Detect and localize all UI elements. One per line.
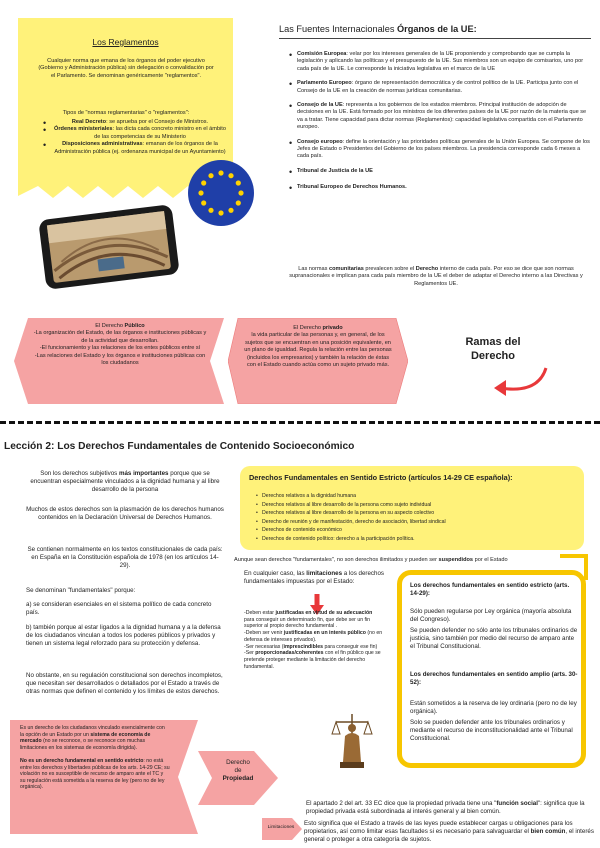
publico-title: El Derecho Público (95, 323, 145, 329)
reglamentos-types-list (42, 119, 229, 156)
ramas-label (438, 335, 548, 363)
organo-item: • Comisión Europea: velar por los intereses generales de la UE proponiendo y comprobando que se cumpla la legislación y aplicando las políticas y el presupuesto de la UE. Sus miembros son un equipo de comisarios, uno por cada país de la UE. Le corresponde la iniciativa legislativa en el marco de la UE (297, 51, 593, 73)
propiedad-label-line: Propiedad (222, 775, 254, 783)
suspension-note: Aunque sean derechos "fundamentales", no son derechos ilimitados y pueden ser suspendidos por el Estado (234, 557, 508, 563)
estricto-item: • Derechos de contenido económico (262, 527, 582, 534)
limitaciones-intro: En cualquier caso, las limitaciones a los derechos fundamentales impuestas por el Estado: (244, 570, 384, 586)
publico-line: -El funcionamiento y las relaciones de los entes públicos entre sí (39, 345, 201, 352)
propiedad-label-text (210, 759, 266, 784)
estricto-item: • Derechos relativos al libre desarrollo de la persona en su aspecto colectivo (262, 510, 582, 517)
type-item: • Disposiciones administrativas: emanan de los órganos de la Administración pública (ej. ordenanza municipal de un Ayuntamiento) (51, 141, 229, 156)
lesson-p6: b) también porque al estar ligados a la dignidad humana y a la defensa de los ciudadanos vinculan a todos los poderes públicos y privados y tienen un sistema legal reforzado para su protección y defensa. (26, 624, 221, 648)
section-divider (0, 421, 600, 424)
estricto-item: • Derechos relativos a la dignidad humana (262, 493, 582, 500)
fuentes-title: Las Fuentes Internacionales Órganos de la UE: (279, 24, 477, 34)
ramas-line: Derecho (470, 350, 516, 362)
propiedad-statement-2: Esto significa que el Estado a través de las leyes puede establecer cargas u obligaciones para los propietarios, así como limitar esas facultades si es necesario para salvaguardar el bien común, el interés general o proteger a otra categoría de sujetos. (304, 820, 594, 844)
sentido-p1: Sólo pueden regularse por Ley orgánica (mayoría absoluta del Congreso). (410, 608, 572, 624)
limitacion-item: -Ser necesarias (imprescindibles para conseguir ese fin) (244, 643, 378, 650)
propiedad-info-p2: No es un derecho fundamental en sentido estricto: no está entre los derechos y libertades públicas de los arts. 14-29 CE; su violación no es susceptible de recurso de amparo ante el TC y su regulación está sometida a la reserva de ley (pero no de ley orgánica). (20, 758, 170, 790)
derecho-publico-box (14, 318, 224, 404)
lesson-p2: Muchos de estos derechos son la plasmación de los derechos humanos contenidos en la Declaración Universal de Derechos Humanos. (26, 506, 224, 522)
publico-line: -La organización del Estado, de las órganos e instituciones públicas y de la actividad que desarrollan. (33, 330, 207, 344)
justice-statue-icon (330, 708, 374, 772)
parliament-phone-image (34, 198, 184, 296)
privado-title: El Derecho privado (293, 325, 343, 331)
derecho-propiedad-label (198, 745, 278, 811)
propiedad-label-line: de (234, 767, 242, 775)
estricto-item: • Derecho de reunión y de manifestación, derecho de asociación, libertad sindical (262, 519, 582, 526)
lesson-p4: Se denominan "fundamentales" porque: (26, 587, 136, 594)
propiedad-info-p1: Es un derecho de los ciudadanos vinculado esencialmente con la opción de un Estado por un sistema de economía de mercado (no se reconoce, o se reconoce con muchas limitaciones en los sistemas de economía dirigida). (20, 725, 165, 751)
ramas-line: Ramas del (465, 336, 521, 348)
privado-body: la vida particular de las personas y, en general, de los sujetos que se encuentran en una posición equivalente, en un plano de igualdad. Regula la relación entre las personas (incluidos los empresarios) y también la relación de éstas con el Estado cuando actúa como un sujeto privado más. (244, 332, 392, 369)
estricto-box (240, 466, 584, 550)
lesson-title: Lección 2: Los Derechos Fundamentales de Contenido Socioeconómico (4, 441, 355, 452)
publico-text (32, 323, 208, 367)
type-item: • Órdenes ministeriales: las dicta cada concreto ministro en el ámbito de las competencias de su Ministerio (51, 126, 229, 141)
publico-line: -Las relaciones del Estado y los órganos e instituciones públicas con los ciudadanos (34, 352, 206, 367)
propiedad-label-line: Derecho (226, 759, 250, 766)
lesson-p1: Son los derechos subjetivos más importantes porque que se encuentran especialmente vinculados a la dignidad humana y al libre desarrollo de la persona (30, 470, 220, 494)
reglamentos-intro: Cualquier norma que emana de los órganos del poder ejecutivo (Gobierno y Administración pública) sin delegación o convalidación por el Parlamento. Se denominan genéricamente "reglamentos". (38, 58, 214, 79)
sentido-h1: Los derechos fundamentales en sentido estricto (arts. 14-29): (410, 582, 570, 598)
estricto-title: Derechos Fundamentales en Sentido Estricto (artículos 14-29 CE española): (249, 473, 513, 482)
eu-flag-icon (186, 158, 256, 228)
organos-list (288, 51, 593, 194)
fuentes-closing: Las normas comunitarias prevalecen sobre el Derecho interno de cada país. Por eso se dice que son normas supranacionales e implican para cada país miembro de la UE el deber de adaptar el Derecho interno a las Directivas y Reglamentos UE. (289, 266, 583, 287)
fuentes-divider (279, 38, 591, 39)
type-item: • Real Decreto: se aprueba por el Consejo de Ministros. (51, 119, 229, 126)
limitaciones-tag (262, 818, 302, 840)
estricto-item: • Derechos de contenido político: derecho a la participación política. (262, 536, 582, 543)
estricto-item: • Derechos relativos al libre desarrollo de la persona como sujeto individual (262, 502, 582, 509)
corner-arrow-icon (556, 552, 590, 586)
lesson-p3: Se contienen normalmente en los textos constitucionales de cada país: en España en la Constitución española de 1978 (en los artículos 14-29). (27, 546, 223, 570)
privado-text (244, 325, 392, 369)
limitacion-item: -Deben ser venir justificadas en un interés público (no en defensa de intereses privados). (244, 630, 383, 643)
limitaciones-tag-label: Limitaciones (267, 825, 295, 830)
sentido-p2: Se pueden defender no sólo ante los tribunales ordinarios de justicia, sino también por medio del recurso de amparo ante el Tribunal Constitucional. (410, 627, 578, 651)
organo-item: • Tribunal de Justicia de la UE (297, 168, 593, 175)
organo-item: • Parlamento Europeo: órgano de representación democrática y de control político de la UE. Participa junto con el Consejo de la UE en la creación de normas jurídicas comunitarias. (297, 80, 593, 95)
lesson-p5: a) se consideran esenciales en el sistema político de cada concreto país. (26, 601, 212, 617)
estricto-list (254, 493, 582, 545)
limitacion-item: -Deben estar justificadas en virtud de su adecuación para conseguir un determinado fin, que debe ser un fin superior al propio derecho fundamental . (244, 610, 373, 630)
sentido-h2: Los derechos fundamentales en sentido amplio (arts. 30-52): (410, 671, 578, 687)
propiedad-info-text (20, 725, 170, 791)
organo-item: • Tribunal Europeo de Derechos Humanos. (297, 184, 593, 191)
reglamentos-title: Los Reglamentos (92, 37, 159, 47)
sentido-p4: Solo se pueden defender ante los tribunales ordinarios y mediante el recurso de inconstitucionalidad ante el Tribunal Constitucional. (410, 719, 573, 743)
sentido-p3: Están sometidos a la reserva de ley ordinaria (pero no de ley orgánica). (410, 700, 577, 716)
reglamentos-types-heading: Tipos de "normas reglamentarias" o "reglamentos": (62, 110, 190, 116)
curved-arrow-icon (486, 364, 566, 404)
limitacion-item: -Ser proporcionadas/coherentes con el fin público que se pretende proteger mediante la limitación del derecho fundamental. (244, 650, 381, 670)
organo-item: • Consejo europeo: define la orientación y las prioridades políticas generales de la Unión Europea. Se compone de los Jefes de Estado o Presidentes del Gobierno de los países miembros. La presidencia corresponde cada 6 meses a cada país. (297, 139, 593, 161)
lesson-p7: No obstante, en su regulación constitucional son derechos incompletos, que necesitan ser desarrollados o detallados por el Estado a través de otras normas que definen el contenido y los límites de estos derechos. (26, 672, 223, 696)
propiedad-statement-1: El apartado 2 del art. 33 EC dice que la propiedad privada tiene una "función social": significa que la propiedad privada está subordinada al interés general y al bien común. (306, 800, 585, 816)
limitaciones-list (244, 610, 384, 670)
sentido-box (397, 570, 586, 768)
organo-item: • Consejo de la UE: representa a los gobiernos de los estados miembros. Principal institución de adopción de decisiones en la UE. Está formado por los ministros de los diferentes países de la UE por razón de la materia que se va a tratar. Tiene capacidad para dictar normas (Reglamentos): capacidad legislativa compartida con el Parlamento europeo. (297, 102, 593, 132)
derecho-privado-box (228, 318, 408, 404)
propiedad-info-box (10, 720, 198, 834)
